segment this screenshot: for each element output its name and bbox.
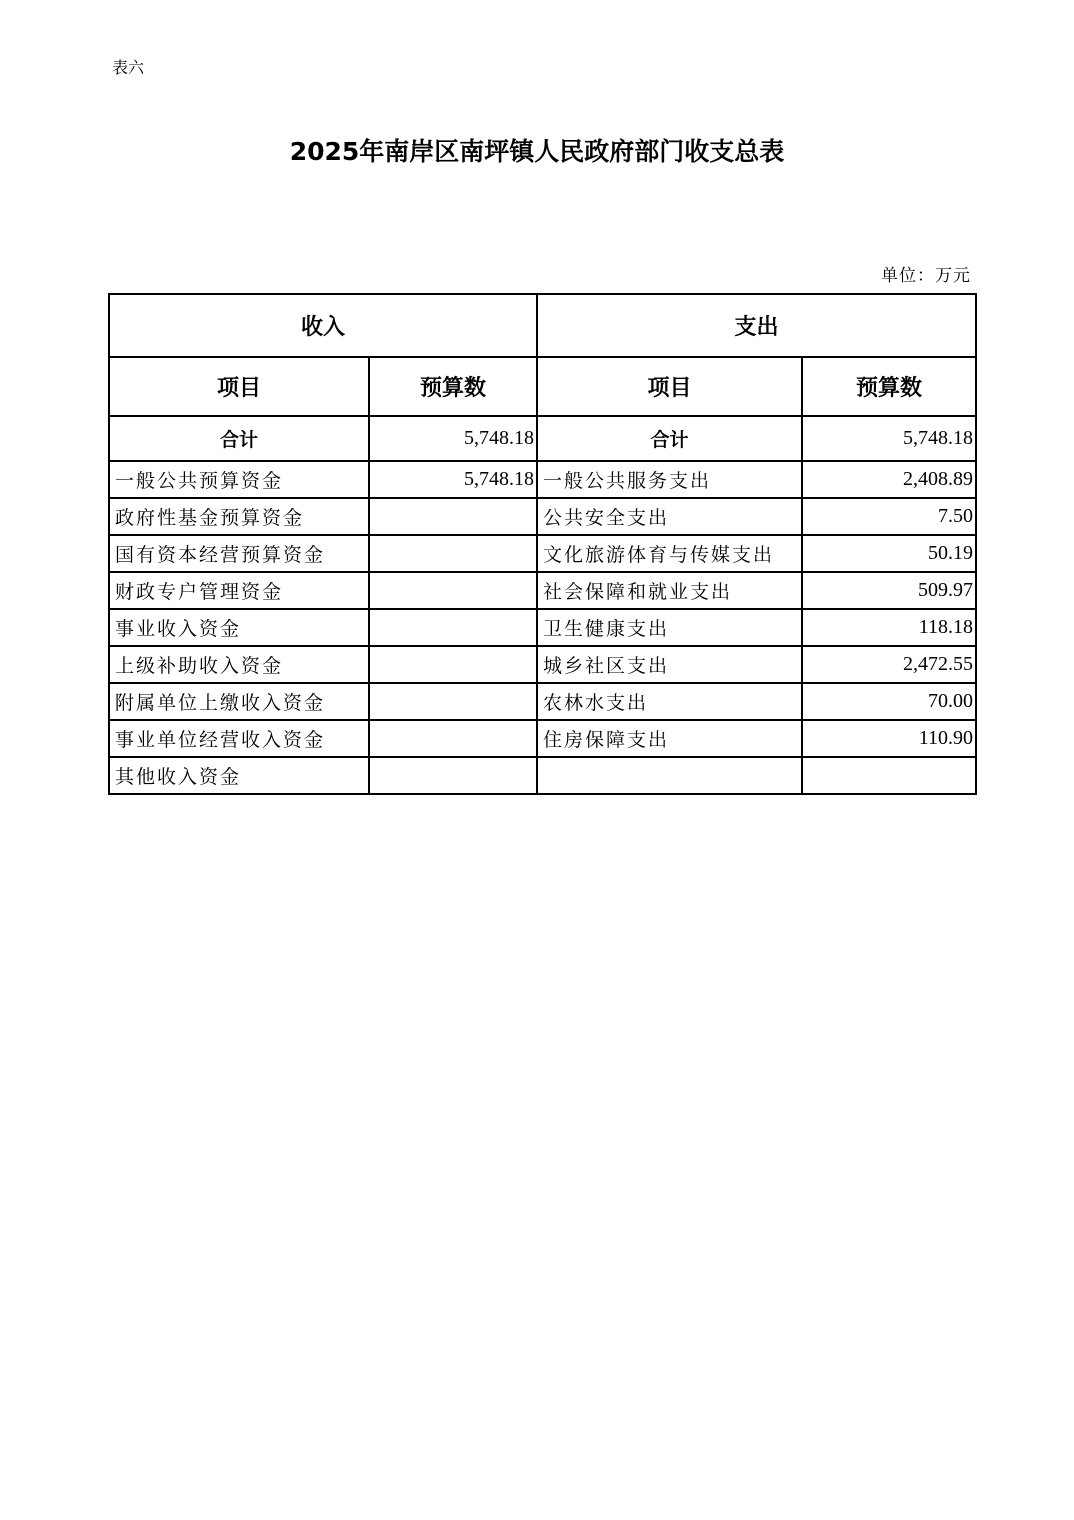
- expense-item-cell: 农林水支出: [537, 683, 802, 720]
- income-value-cell: [369, 646, 537, 683]
- expense-value-cell: 509.97: [802, 572, 976, 609]
- expense-item-cell: 住房保障支出: [537, 720, 802, 757]
- income-value-cell: [369, 572, 537, 609]
- expense-item-cell: [537, 757, 802, 794]
- income-header: 收入: [109, 294, 537, 357]
- expense-header: 支出: [537, 294, 976, 357]
- table-label: 表六: [112, 58, 145, 77]
- income-item-cell: 上级补助收入资金: [109, 646, 369, 683]
- income-value-cell: [369, 535, 537, 572]
- expense-value-cell: 110.90: [802, 720, 976, 757]
- income-item-cell: 政府性基金预算资金: [109, 498, 369, 535]
- income-item-cell: 事业单位经营收入资金: [109, 720, 369, 757]
- income-item-cell: 国有资本经营预算资金: [109, 535, 369, 572]
- income-value-cell: [369, 720, 537, 757]
- income-value-cell: 5,748.18: [369, 461, 537, 498]
- expense-item-cell: 城乡社区支出: [537, 646, 802, 683]
- expense-value-cell: 7.50: [802, 498, 976, 535]
- total-row: [109, 416, 976, 461]
- table-row: [109, 572, 976, 609]
- expense-total-value: 5,748.18: [802, 416, 976, 461]
- income-item-column-header: 项目: [109, 357, 369, 416]
- expense-item-cell: 文化旅游体育与传媒支出: [537, 535, 802, 572]
- table-row: [109, 498, 976, 535]
- table-row: [109, 646, 976, 683]
- expense-item-cell: 卫生健康支出: [537, 609, 802, 646]
- expense-item-column-header: 项目: [537, 357, 802, 416]
- budget-summary-table: [108, 293, 977, 795]
- expense-item-cell: 公共安全支出: [537, 498, 802, 535]
- income-value-cell: [369, 498, 537, 535]
- expense-item-cell: 社会保障和就业支出: [537, 572, 802, 609]
- expense-value-cell: 118.18: [802, 609, 976, 646]
- income-total-value: 5,748.18: [369, 416, 537, 461]
- income-budget-column-header: 预算数: [369, 357, 537, 416]
- income-item-cell: 财政专户管理资金: [109, 572, 369, 609]
- income-total-label: 合计: [109, 416, 369, 461]
- expense-value-cell: 2,472.55: [802, 646, 976, 683]
- expense-value-cell: 50.19: [802, 535, 976, 572]
- table-row: [109, 720, 976, 757]
- income-item-cell: 事业收入资金: [109, 609, 369, 646]
- income-item-cell: 一般公共预算资金: [109, 461, 369, 498]
- table-row: [109, 757, 976, 794]
- document-title: 2025年南岸区南坪镇人民政府部门收支总表: [289, 137, 785, 166]
- section-header-row: [109, 294, 976, 357]
- expense-total-label: 合计: [537, 416, 802, 461]
- income-item-cell: 附属单位上缴收入资金: [109, 683, 369, 720]
- expense-item-cell: 一般公共服务支出: [537, 461, 802, 498]
- unit-note: 单位：万元: [881, 266, 971, 286]
- expense-budget-column-header: 预算数: [802, 357, 976, 416]
- expense-value-cell: 70.00: [802, 683, 976, 720]
- income-value-cell: [369, 757, 537, 794]
- income-value-cell: [369, 609, 537, 646]
- expense-value-cell: 2,408.89: [802, 461, 976, 498]
- expense-value-cell: [802, 757, 976, 794]
- table-row: [109, 609, 976, 646]
- table-row: [109, 535, 976, 572]
- income-item-cell: 其他收入资金: [109, 757, 369, 794]
- column-header-row: [109, 357, 976, 416]
- income-value-cell: [369, 683, 537, 720]
- table-row: [109, 683, 976, 720]
- table-row: [109, 461, 976, 498]
